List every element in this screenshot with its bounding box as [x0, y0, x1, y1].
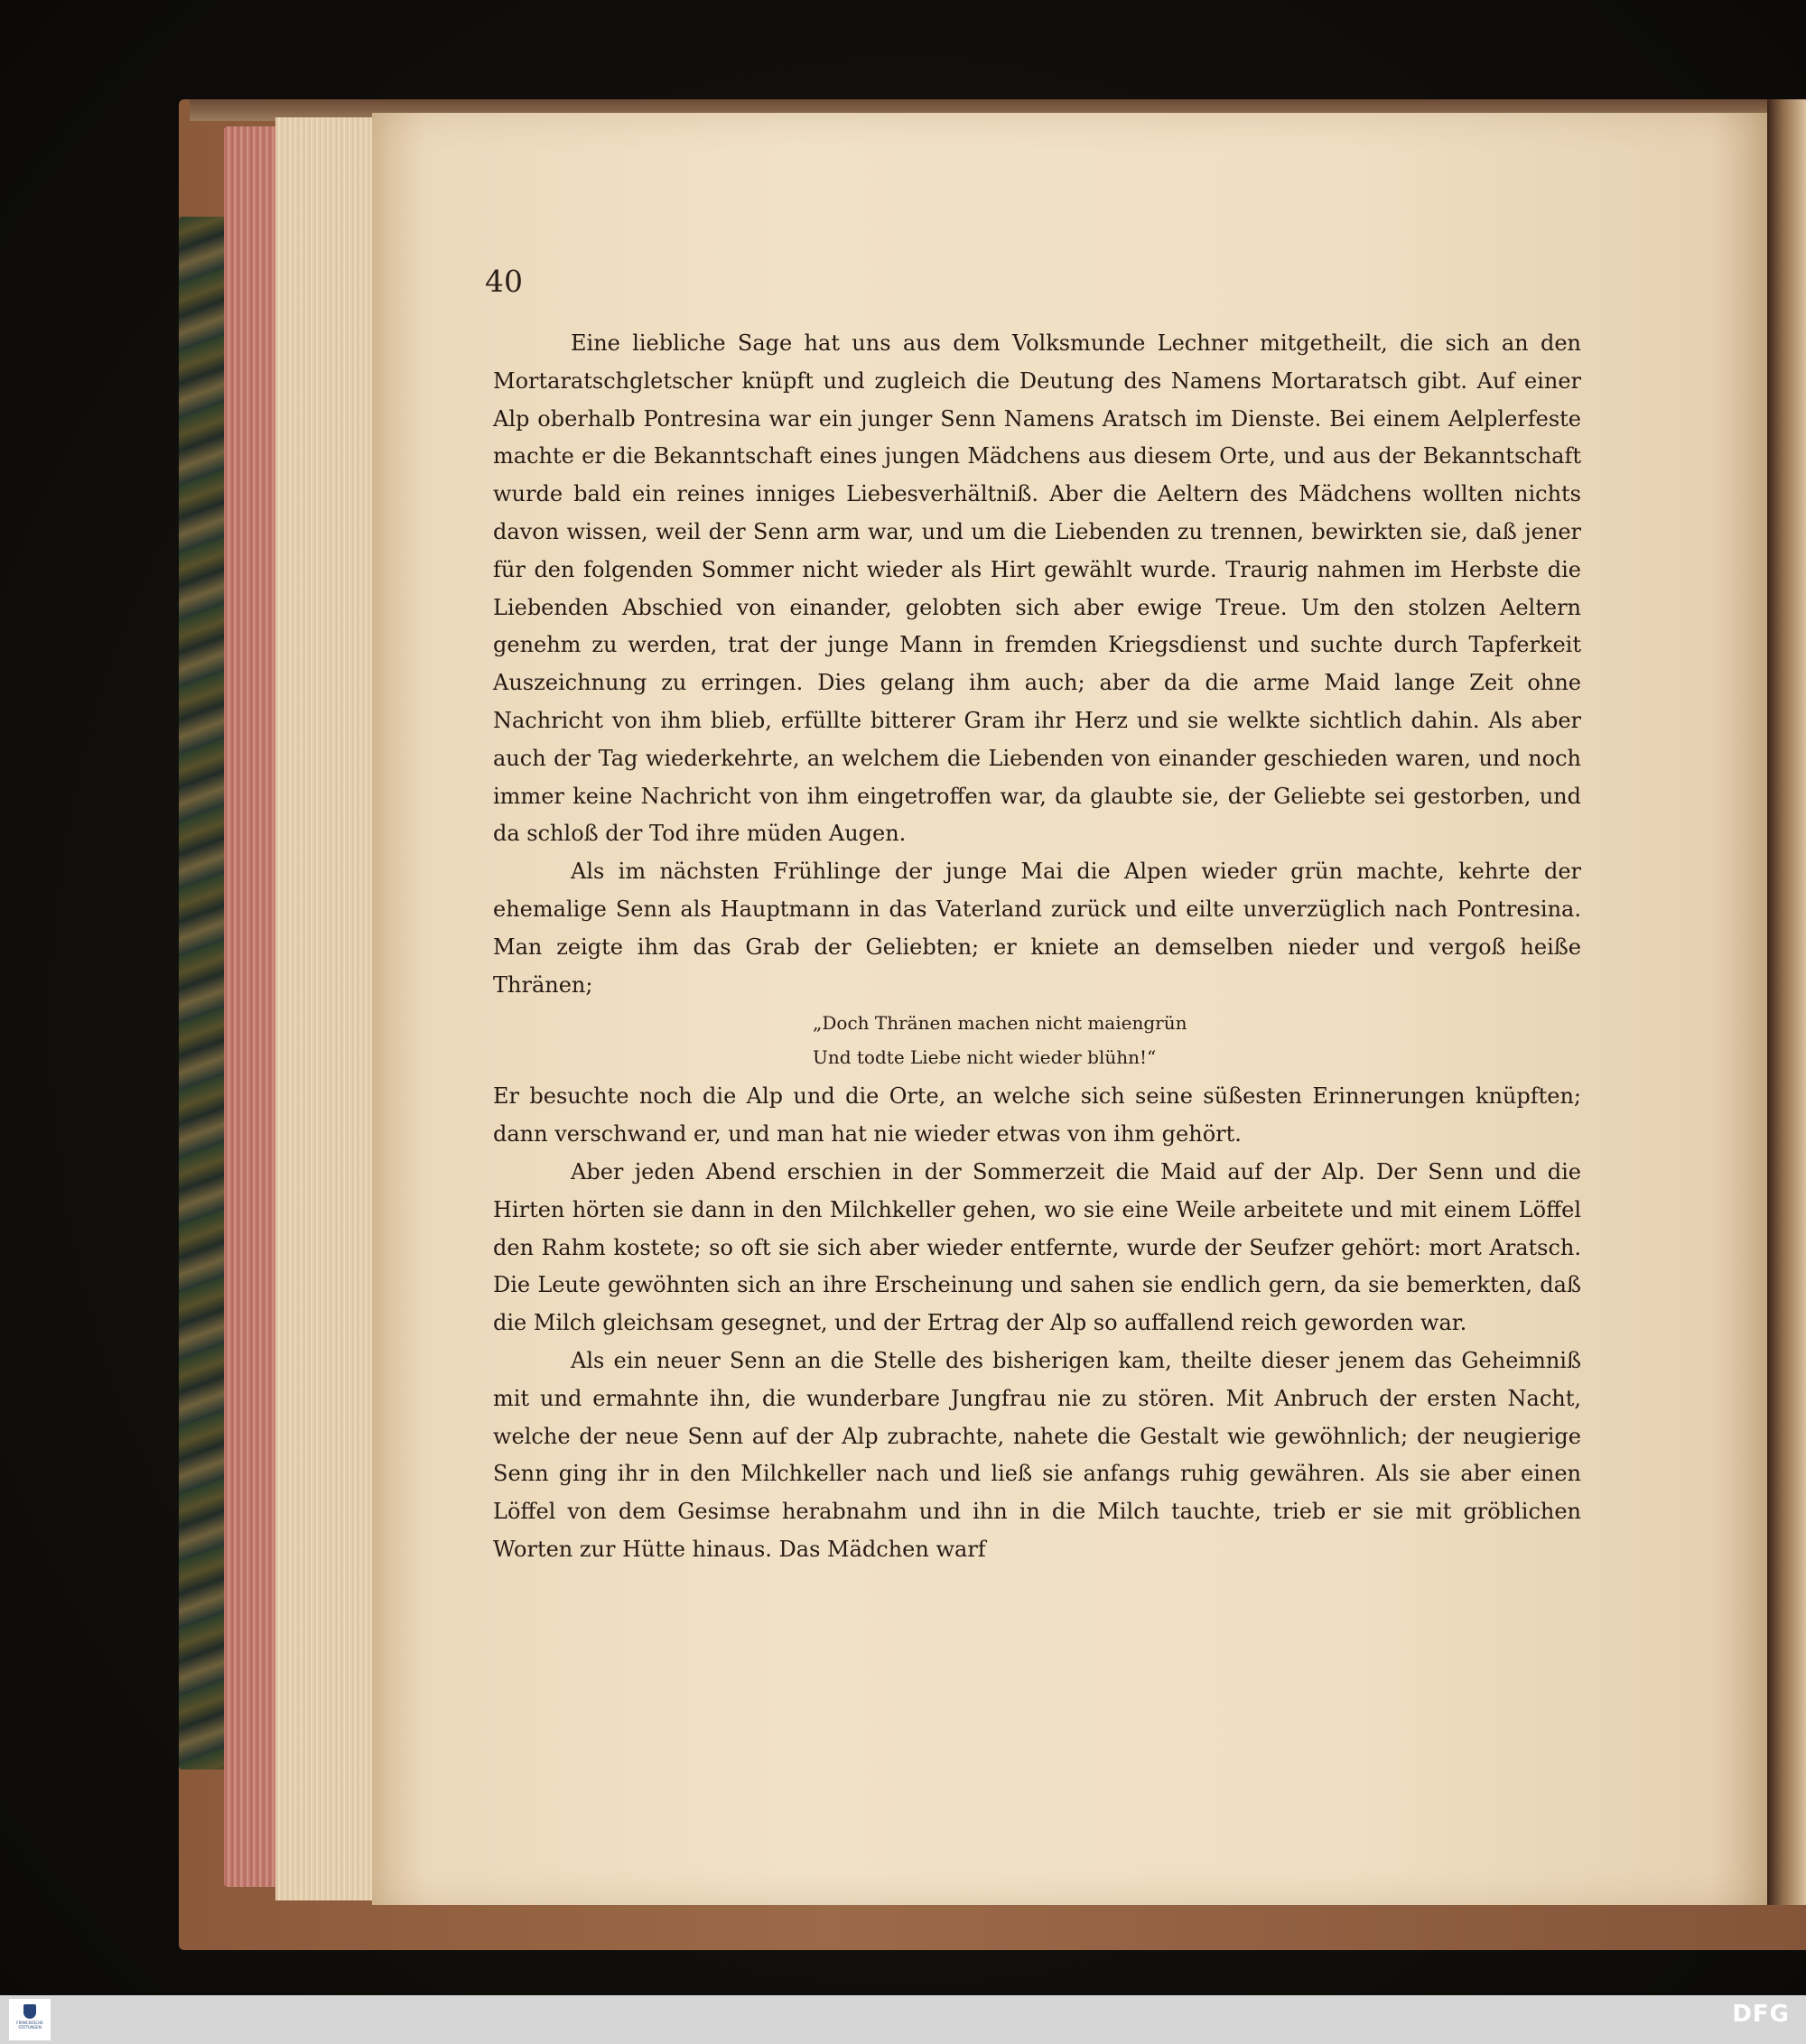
- verse-line: „Doch Thränen machen nicht maiengrün: [813, 1012, 1187, 1035]
- paragraph: Er besuchte noch die Alp und die Orte, an welche sich seine süßesten Erinnerungen knüpften; dann verschwand er, und man hat nie wieder etwas von ihm gehört.: [493, 1083, 1581, 1147]
- logo-text: FRANCKESCHE STIFTUNGEN: [16, 2021, 43, 2030]
- crest-icon: [23, 2004, 36, 2019]
- page-edges-red: [224, 126, 276, 1887]
- institution-logo[interactable]: [9, 1999, 51, 2040]
- paragraph: Aber jeden Abend erschien in der Sommerzeit die Maid auf der Alp. Der Senn und die Hirten hörten sie dann in den Milchkeller gehen, wo sie eine Weile arbeitete und mit einem Löffel den Rahm kostete; so oft sie sich aber wieder entfernte, wurde der Seufzer gehört: mort Aratsch. Die Leute gewöhnten sich an ihre Erscheinung und sahen sie endlich gern, da sie bemerkten, daß die Milch gleichsam gesegnet, und der Ertrag der Alp so auffallend reich geworden war.: [493, 1158, 1581, 1336]
- dfg-logo[interactable]: DFG: [1732, 2001, 1790, 2028]
- verse-line: Und todte Liebe nicht wieder blühn!“: [813, 1046, 1157, 1069]
- viewer-footer: [0, 1995, 1806, 2044]
- page-number: 40: [485, 264, 523, 299]
- verse-quote: [813, 1006, 1581, 1074]
- page-body: [493, 325, 1581, 1569]
- paragraph: Eine liebliche Sage hat uns aus dem Volksmunde Lechner mitgetheilt, die sich an den Mortaratschgletscher knüpft und zugleich die Deutung des Namens Mortaratsch gibt. Auf einer Alp oberhalb Pontresina war ein junger Senn Namens Aratsch im Dienste. Bei einem Aelplerfeste machte er die Bekanntschaft eines jungen Mädchens aus diesem Orte, und aus der Bekanntschaft wurde bald ein reines inniges Liebesverhältniß. Aber die Aeltern des Mädchens wollten nichts davon wissen, weil der Senn arm war, und um die Liebenden zu trennen, bewirkten sie, daß jener für den folgenden Sommer nicht wieder als Hirt gewählt wurde. Traurig nahmen im Herbste die Liebenden Abschied von einander, gelobten sich aber ewige Treue. Um den stolzen Aeltern genehm zu werden, trat der junge Mann in fremden Kriegsdienst und suchte durch Tapferkeit Auszeichnung zu erringen. Dies gelang ihm auch; aber da die arme Maid lange Zeit ohne Nachricht von ihm blieb, erfüllte bitterer Gram ihr Herz und sie welkte sichtlich dahin. Als aber auch der Tag wiederkehrte, an welchem die Liebenden von einander geschieden waren, und noch immer keine Nachricht von ihm eingetroffen war, da glaubte sie, der Geliebte sei gestorben, und da schloß der Tod ihre müden Augen.: [493, 330, 1581, 847]
- page-gutter: [1767, 99, 1806, 1905]
- paragraph: Als ein neuer Senn an die Stelle des bisherigen kam, theilte dieser jenem das Geheimniß mit und ermahnte ihn, die wunderbare Jungfrau nie zu stören. Mit Anbruch der ersten Nacht, welche der neue Senn auf der Alp zubrachte, nahete die Gestalt wie gewöhnlich; der neugierige Senn ging ihr in den Milchkeller nach und ließ sie anfangs ruhig gewähren. Als sie aber einen Löffel von dem Gesimse herabnahm und ihn in die Milch tauchte, trieb er sie mit gröblichen Worten zur Hütte hinaus. Das Mädchen warf: [493, 1347, 1581, 1562]
- page-edges-cream: [275, 117, 375, 1900]
- marbled-spine: [179, 217, 228, 1770]
- paragraph: Als im nächsten Frühlinge der junge Mai die Alpen wieder grün machte, kehrte der ehemalige Senn als Hauptmann in das Vaterland zurück und eilte unverzüglich nach Pontresina. Man zeigte ihm das Grab der Geliebten; er kniete an demselben nieder und vergoß heiße Thränen;: [493, 859, 1581, 998]
